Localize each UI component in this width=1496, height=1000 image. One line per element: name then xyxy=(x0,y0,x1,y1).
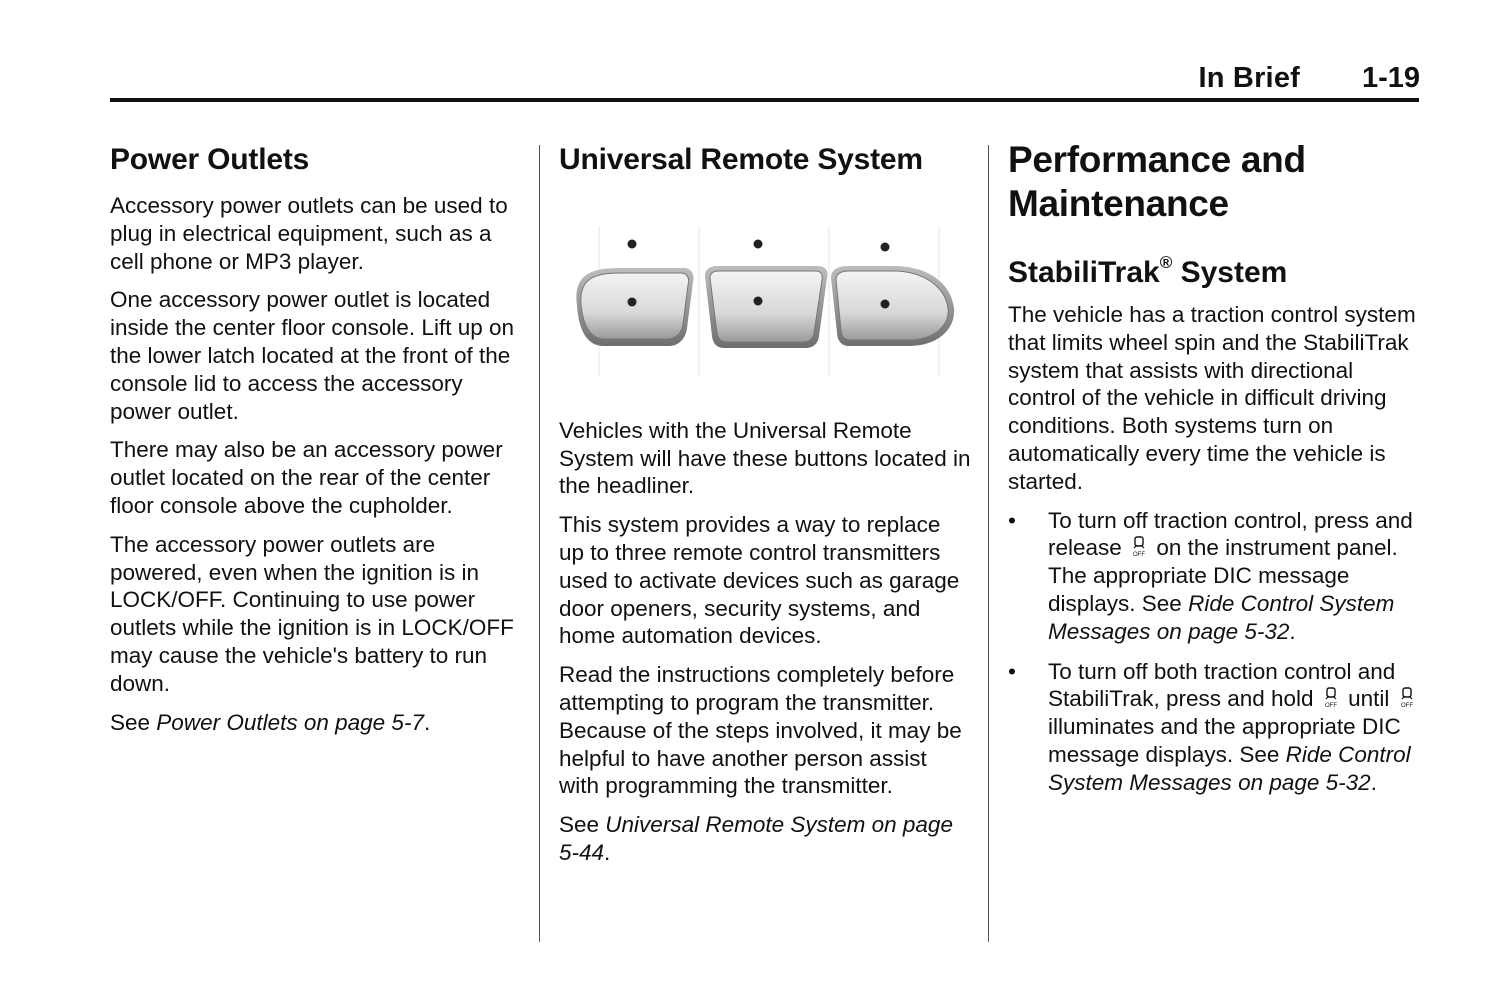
paragraph: The accessory power outlets are powered, even when the ignition is in LOCK/OFF. Continuing to use power outlets while the ignition is in LOCK/OFF may cause the vehicle's battery to run down. xyxy=(110,531,514,696)
remote-button-3-face[interactable] xyxy=(836,271,948,340)
traction-control-off-icon xyxy=(1132,536,1146,558)
bullet: • xyxy=(1008,507,1016,533)
button-dot xyxy=(754,297,763,306)
svg-text:OFF: OFF xyxy=(1133,552,1146,559)
reference-link[interactable]: Power Outlets on page 5‑7 xyxy=(156,709,424,735)
column-divider xyxy=(539,145,540,942)
indicator-light xyxy=(881,243,890,252)
reference-link[interactable]: Universal Remote System on page 5‑44 xyxy=(559,812,953,865)
indicator-light xyxy=(628,240,637,249)
paragraph: The vehicle has a traction control system that limits wheel spin and the StabiliTrak system that assists with directional control of the vehicle in difficult driving conditions. Both systems turn on automatically every time the vehicle is started. xyxy=(1008,302,1416,494)
cross-reference: See Universal Remote System on page 5‑44. xyxy=(559,812,953,865)
traction-control-off-icon xyxy=(1400,687,1414,709)
bullet: • xyxy=(1008,658,1016,684)
svg-text:OFF: OFF xyxy=(1400,703,1413,710)
paragraph: One accessory power outlet is located inside the center floor console. Lift up on the lower latch located at the front of the console lid to access the accessory power outlet. xyxy=(110,287,515,424)
section-heading: Power Outlets xyxy=(110,143,310,176)
list-item: • To turn off traction control, press and release OFF on the instrument panel. The appropriate DIC message displays. See Ride Control System Messages on page 5‑32. xyxy=(1008,507,1413,644)
paragraph: Read the instructions completely before attempting to program the transmitter. Because of the steps involved, it may be helpful to have another person assist with programming the transmitter. xyxy=(559,662,962,799)
traction-control-off-icon xyxy=(1324,687,1338,709)
column-divider xyxy=(988,145,989,942)
svg-text:OFF: OFF xyxy=(1324,703,1337,710)
paragraph: Vehicles with the Universal Remote System will have these buttons located in the headliner. xyxy=(559,417,971,499)
button-dot xyxy=(628,298,637,307)
universal-remote-section xyxy=(559,140,971,878)
paragraph: This system provides a way to replace up to three remote control transmitters used to activate devices such as garage door openers, security systems, and home automation devices. xyxy=(559,512,960,649)
section-heading: Universal Remote System xyxy=(559,143,923,176)
performance-maintenance-section xyxy=(1008,138,1420,809)
section-title: In Brief xyxy=(1198,62,1300,94)
reference-link[interactable]: Ride Control System Messages on page 5‑32 xyxy=(1048,590,1395,644)
indicator-light xyxy=(754,240,763,249)
list-item: • To turn off both traction control and StabiliTrak, press and hold OFF until OFF illuminates and the appropriate DIC message displays. See Ride Control System Messages on page 5‑32. xyxy=(1008,658,1413,795)
remote-button-1-face[interactable] xyxy=(581,273,689,339)
reference-link[interactable]: Ride Control System Messages on page 5‑32 xyxy=(1048,741,1411,795)
remote-button-2-face[interactable] xyxy=(710,271,822,342)
button-dot xyxy=(881,300,890,309)
paragraph: There may also be an accessory power outlet located on the rear of the center floor console above the cupholder. xyxy=(110,437,503,518)
power-outlets-section xyxy=(110,140,522,747)
subsection-heading: StabiliTrak® System xyxy=(1008,253,1288,289)
header-rule xyxy=(110,98,1419,102)
paragraph: Accessory power outlets can be used to plug in electrical equipment, such as a cell phone or MP3 player. xyxy=(110,193,508,274)
universal-remote-buttons-illustration xyxy=(559,216,959,386)
chapter-heading: Performance and Maintenance xyxy=(1008,139,1306,224)
page-number: 1-19 xyxy=(1361,62,1420,94)
cross-reference: See Power Outlets on page 5‑7. xyxy=(110,709,431,735)
